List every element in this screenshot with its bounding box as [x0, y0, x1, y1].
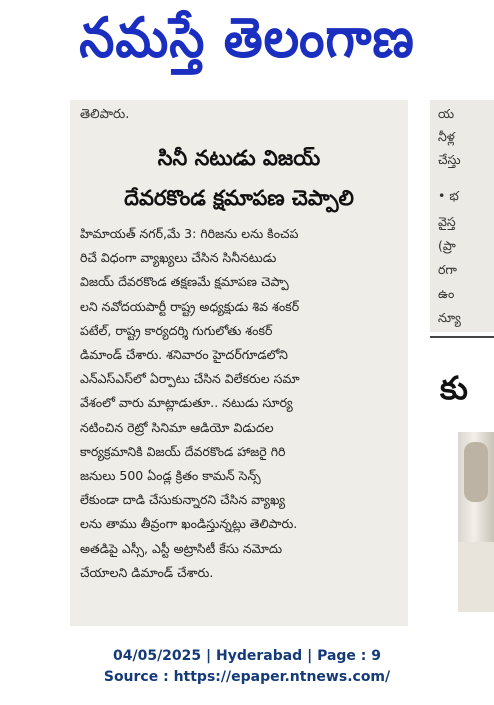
adjacent-text-line: • భ	[438, 188, 459, 203]
body-line: జనులు 500 ఏండ్ల క్రితం కామన్ సెన్స్	[80, 468, 261, 484]
article-body	[80, 222, 398, 585]
body-line: నటించిన రెట్రో సినిమా ఆడియో విడుదల	[80, 419, 274, 435]
adjacent-text-line: నీళ్ల	[438, 129, 455, 144]
photo-figure	[458, 542, 494, 612]
footer-source-link[interactable]: Source : https://epaper.ntnews.com/	[103, 669, 391, 685]
adjacent-text-line: చేస్తు	[438, 152, 461, 167]
body-line: వేశంలో వారు మాట్లాడుతూ.. నటుడు సూర్య	[80, 395, 293, 411]
body-line: అతడిపై ఎస్సీ, ఎస్టీ అట్రాసిటీ కేసు నమోదు	[80, 540, 283, 556]
body-line: లని నవోదయపార్టీ రాష్ట్ర అధ్యక్షుడు శివ శంకర్	[80, 298, 300, 314]
adjacent-text-line: య	[438, 106, 455, 121]
adjacent-text-line: రగా	[438, 262, 457, 277]
article-clipping	[70, 100, 408, 626]
newspaper-title: నమస్తే తెలంగాణ	[79, 6, 415, 70]
adjacent-headline-fragment: కు	[440, 369, 468, 407]
adjacent-article-fragment	[430, 100, 494, 332]
body-line: పటేల్, రాష్ట్ర కార్యదర్శి గుగులోతు శంకర్	[80, 322, 273, 338]
headline-line-2: దేవరకొండ క్షమాపణ చెప్పాలి	[124, 186, 354, 210]
column-divider	[430, 336, 494, 338]
body-line: విజయ్ దేవరకొండ తక్షణమే క్షమాపణ చెప్పా	[80, 274, 289, 290]
adjacent-text-line: న్యూ	[438, 310, 461, 325]
body-line: హిమాయత్ నగర్,మే 3: గిరిజను లను కించప	[80, 226, 299, 241]
body-line: డిమాండ్ చేశారు. శనివారం హైదర్‌గూడలోని	[80, 347, 288, 363]
photo-figure	[464, 442, 488, 502]
body-line: లను తాము తీవ్రంగా ఖండిస్తున్నట్లు తెలిపారు.	[80, 516, 298, 532]
body-line: ఎన్ఎస్ఎస్‌లో ఏర్పాటు చేసిన విలేకరుల సమా	[80, 371, 300, 387]
footer-date-edition-page: 04/05/2025 | Hyderabad | Page : 9	[112, 648, 382, 664]
body-line: చేయాలని డిమాండ్ చేశారు.	[80, 564, 214, 580]
adjacent-text-line: వైస్త	[438, 214, 456, 229]
adjacent-photo	[458, 432, 494, 612]
masthead	[0, 0, 494, 82]
body-line: లేకుండా దాడి చేసుకున్నారని చేసిన వ్యాఖ్య	[80, 492, 286, 508]
adjacent-text-line: (ప్రా	[438, 238, 456, 253]
body-line: కార్యక్రమానికి విజయ్ దేవరకొండ హాజరై గిరి	[80, 443, 286, 459]
adjacent-text-line: ఉం	[438, 286, 455, 301]
headline-line-1: సినీ నటుడు విజయ్	[157, 146, 321, 170]
article-top-fragment: తెలిపారు.	[80, 107, 130, 122]
body-line: రిచే విధంగా వ్యాఖ్యలు చేసిన సినీనటుడు	[80, 250, 277, 266]
